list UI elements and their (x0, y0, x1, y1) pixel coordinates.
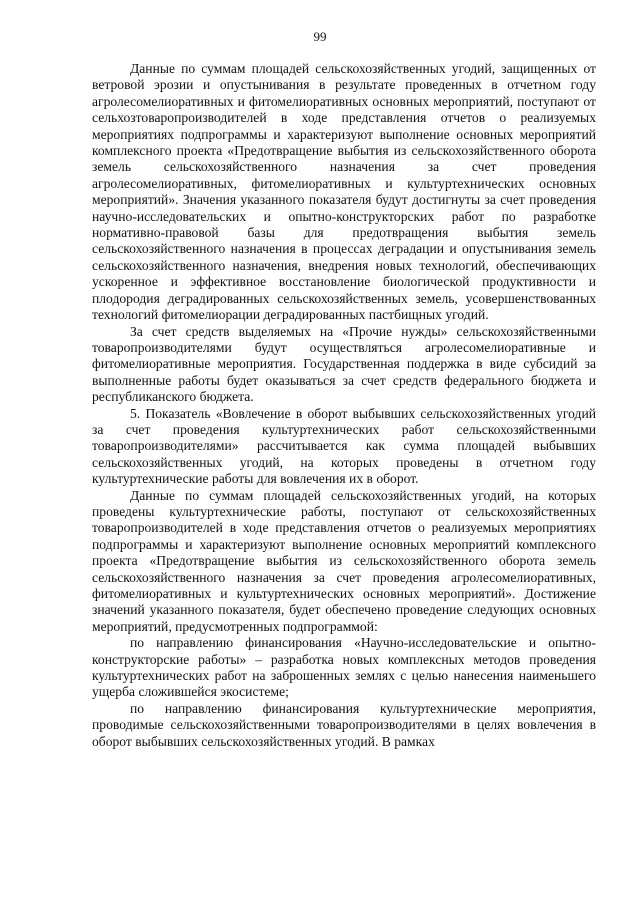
page-number: 99 (313, 29, 327, 44)
paragraph-5: по направлению финансирования «Научно-исследовательские и опытно-конструкторские работы» – разработка новых комплексных методов проведения культуртехнических работ на заброшенных землях с целью нанесения наименьшего ущерба сложившейся экосистеме; (92, 635, 596, 700)
paragraph-1: Данные по суммам площадей сельскохозяйственных угодий, защищенных от ветровой эрозии и опустынивания в результате проведенных в отчетном году агролесомелиоративных и фитомелиоративных основных мероприятий, поступают от сельхозтоваропроизводителей в ходе представления отчетов о реализуемых мероприятиях подпрограммы и характеризуют выполнение основных мероприятий комплексного проекта «Предотвращение выбытия из сельскохозяйственного оборота земель сельскохозяйственного назначения за счет проведения агролесомелиоративных, фитомелиоративных и культуртехнических основных мероприятий». Значения указанного показателя будут достигнуты за счет проведения научно-исследовательских и опытно-конструкторских работ по разработке нормативно-правовой базы для предотвращения выбытия земель сельскохозяйственного назначения в процессах деградации и опустынивания земель сельскохозяйственного назначения, внедрения новых технологий, обеспечивающих ускоренное и эффективное восстановление биологической продуктивности и плодородия деградированных сельскохозяйственных земель, усовершенствованных технологий фитомелиорации деградированных пастбищных угодий. (92, 61, 596, 323)
paragraph-6: по направлению финансирования культуртехнические мероприятия, проводимые сельскохозяйственными товаропроизводителями в целях вовлечения в оборот выбывших сельскохозяйственных угодий. В рамках (92, 700, 596, 749)
document-body (92, 61, 596, 750)
paragraph-2: За счет средств выделяемых на «Прочие нужды» сельскохозяйственными товаропроизводителями будут осуществляться агролесомелиоративные и фитомелиоративные мероприятия. Государственная поддержка в виде субсидий за выполненные работы будет оказываться за счет средств федерального бюджета и республиканского бюджета. (92, 323, 596, 405)
paragraph-3: 5. Показатель «Вовлечение в оборот выбывших сельскохозяйственных угодий за счет проведения культуртехнических работ сельскохозяйственными товаропроизводителями» рассчитывается как сумма площадей выбывших сельскохозяйственных угодий, на которых проведены в отчетном году культуртехнические работы для вовлечения их в оборот. (92, 405, 596, 487)
paragraph-4: Данные по суммам площадей сельскохозяйственных угодий, на которых проведены культуртехнические работы, поступают от сельскохозяйственных товаропроизводителей в ходе представления отчетов о реализуемых мероприятиях подпрограммы и характеризуют выполнение основных мероприятий комплексного проекта «Предотвращение выбытия из сельскохозяйственного оборота земель сельскохозяйственного назначения за счет проведения агролесомелиоративных, фитомелиоративных и культуртехнических основных мероприятий». Достижение значений указанного показателя, будет обеспечено проведение следующих основных мероприятий, предусмотренных подпрограммой: (92, 487, 596, 634)
